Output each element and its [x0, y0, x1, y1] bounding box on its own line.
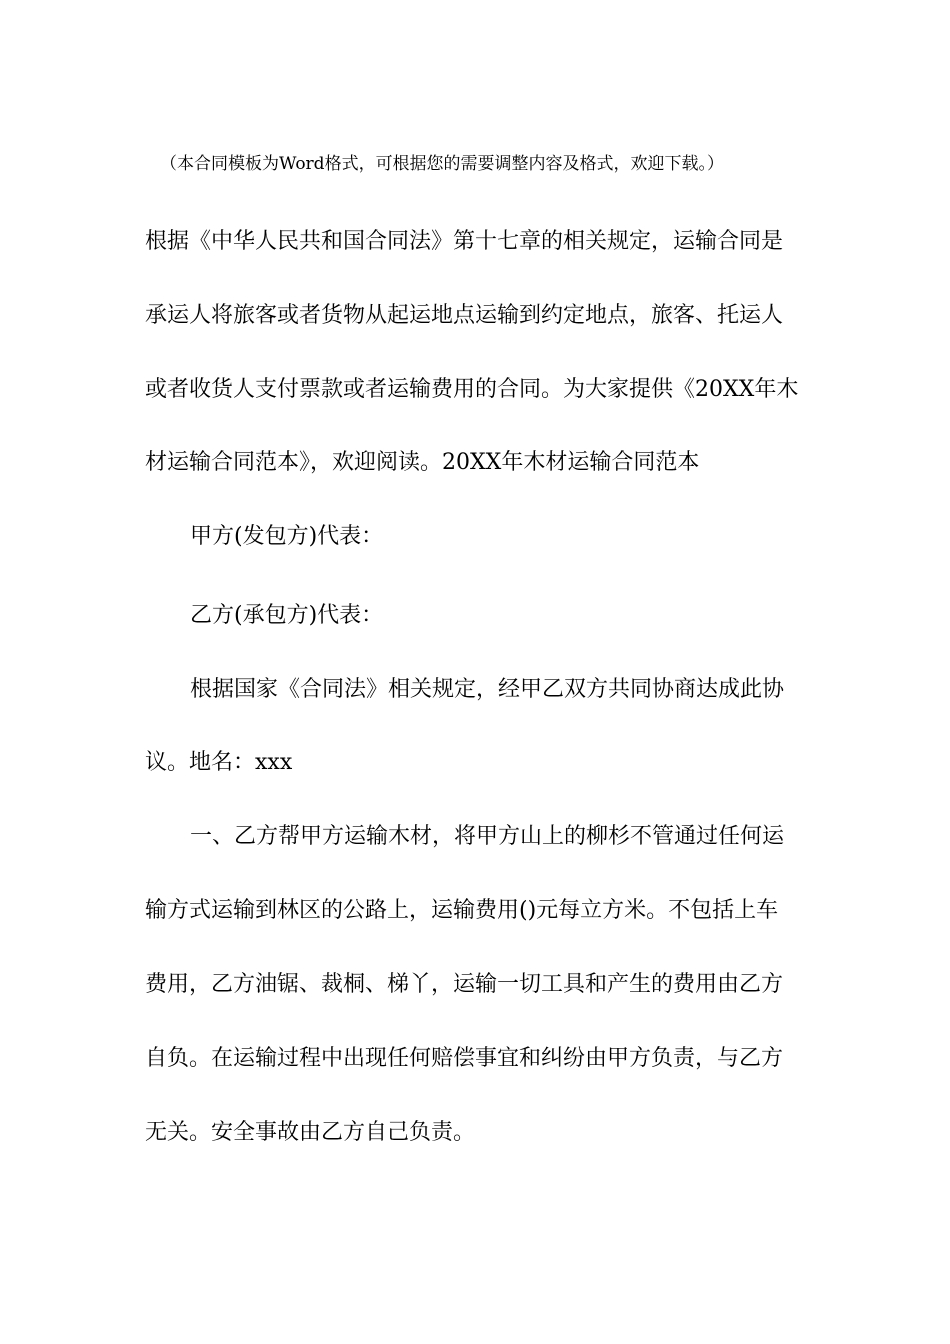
clause-1-line-4: 自负。在运输过程中出现任何赔偿事宜和纠纷由甲方负责，与乙方	[145, 1046, 784, 1071]
template-note: （本合同模板为Word格式，可根据您的需要调整内容及格式，欢迎下载。）	[160, 154, 725, 174]
body-line-4: 材运输合同范本》，欢迎阅读。20XX年木材运输合同范本	[145, 450, 700, 475]
agreement-line-1: 根据国家《合同法》相关规定，经甲乙双方共同协商达成此协	[190, 677, 785, 702]
body-line-3: 或者收货人支付票款或者运输费用的合同。为大家提供《20XX年木	[145, 377, 799, 402]
party-a-representative: 甲方(发包方)代表：	[190, 524, 384, 549]
clause-1-line-1: 一、乙方帮甲方运输木材，将甲方山上的柳杉不管通过任何运	[190, 824, 785, 849]
clause-1-line-5: 无关。安全事故由乙方自己负责。	[145, 1120, 476, 1145]
body-line-1: 根据《中华人民共和国合同法》第十七章的相关规定，运输合同是	[145, 229, 784, 254]
agreement-line-2: 议。地名：xxx	[145, 750, 293, 775]
party-b-representative: 乙方(承包方)代表：	[190, 603, 384, 628]
clause-1-line-3: 费用，乙方油锯、裁桐、梯丫，运输一切工具和产生的费用由乙方	[145, 972, 784, 997]
body-line-2: 承运人将旅客或者货物从起运地点运输到约定地点，旅客、托运人	[145, 303, 784, 328]
clause-1-line-2: 输方式运输到林区的公路上，运输费用()元每立方米。不包括上车	[145, 898, 779, 923]
